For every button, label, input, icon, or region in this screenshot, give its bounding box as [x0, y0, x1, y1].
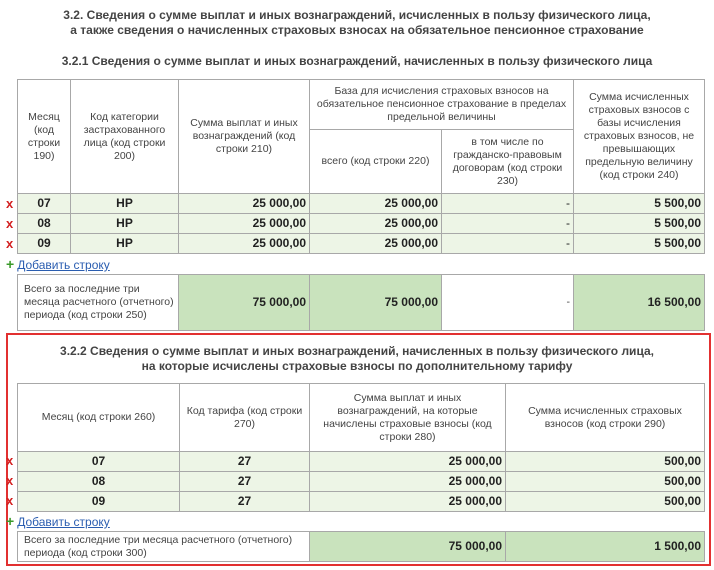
delete-row-icon[interactable]: x	[6, 453, 14, 468]
add-row-322[interactable]	[6, 514, 110, 529]
cell-tariff[interactable]: 27	[180, 492, 310, 512]
cell-sum[interactable]: 25 000,00	[179, 214, 310, 234]
total-label: Всего за последние три месяца расчетного (отчетного) периода (код строки 250)	[18, 275, 179, 331]
header-contrib: Сумма исчисленных страховых взносов с базы исчисления страховых взносов, не превышающих предельную величину (код строки 240)	[574, 80, 705, 194]
table322-title-line1: 3.2.2 Сведения о сумме выплат и иных вознаграждений, начисленных в пользу физического лица,	[60, 344, 654, 358]
table-row	[18, 452, 705, 472]
table-row	[18, 194, 705, 214]
plus-icon: +	[6, 513, 15, 529]
cell-month[interactable]: 09	[18, 234, 71, 254]
header-contrib: Сумма исчисленных страховых взносов (код строки 290)	[506, 384, 705, 452]
cell-contrib[interactable]: 5 500,00	[574, 234, 705, 254]
cell-month[interactable]: 07	[18, 194, 71, 214]
cell-contrib[interactable]: 500,00	[506, 472, 705, 492]
table-322-total	[17, 531, 705, 562]
total-label: Всего за последние три месяца расчетного (отчетного) периода (код строки 300)	[18, 532, 310, 562]
total-sum: 75 000,00	[310, 532, 506, 562]
section-title-line2: а также сведения о начисленных страховых взносах на обязательное пенсионное страхование	[70, 23, 644, 37]
cell-category[interactable]: НР	[71, 214, 179, 234]
header-month: Месяц (код строки 190)	[18, 80, 71, 194]
total-base-total: 75 000,00	[310, 275, 442, 331]
delete-row-icon[interactable]: x	[6, 216, 14, 231]
cell-category[interactable]: НР	[71, 194, 179, 214]
section-title-line1: 3.2. Сведения о сумме выплат и иных вознаграждений, исчисленных в пользу физического лица,	[63, 8, 651, 22]
table-row	[18, 214, 705, 234]
cell-sum[interactable]: 25 000,00	[179, 234, 310, 254]
delete-row-icon[interactable]: x	[6, 236, 14, 251]
cell-sum[interactable]: 25 000,00	[179, 194, 310, 214]
header-base: База для исчисления страховых взносов на обязательное пенсионное страхование в пределах предельной величины	[310, 80, 574, 130]
total-contrib: 1 500,00	[506, 532, 705, 562]
header-base-total: всего (код строки 220)	[310, 130, 442, 194]
table-row	[18, 492, 705, 512]
cell-contrib[interactable]: 500,00	[506, 452, 705, 472]
plus-icon: +	[6, 256, 15, 272]
delete-row-icon[interactable]: x	[6, 473, 14, 488]
header-sum: Сумма выплат и иных вознаграждений (код строки 210)	[179, 80, 310, 194]
header-tariff: Код тарифа (код строки 270)	[180, 384, 310, 452]
total-base-civil: -	[442, 275, 574, 331]
cell-contrib[interactable]: 5 500,00	[574, 214, 705, 234]
table322-title-line2: на которые исчислены страховые взносы по дополнительному тарифу	[141, 359, 573, 373]
cell-tariff[interactable]: 27	[180, 472, 310, 492]
cell-base-civil[interactable]: -	[442, 234, 574, 254]
cell-base-total[interactable]: 25 000,00	[310, 194, 442, 214]
cell-base-civil[interactable]: -	[442, 194, 574, 214]
cell-contrib[interactable]: 500,00	[506, 492, 705, 512]
table-row	[18, 472, 705, 492]
cell-month[interactable]: 08	[18, 214, 71, 234]
cell-month[interactable]: 07	[18, 452, 180, 472]
table-321	[17, 79, 705, 254]
table-row	[18, 234, 705, 254]
cell-contrib[interactable]: 5 500,00	[574, 194, 705, 214]
add-row-link[interactable]: Добавить строку	[17, 258, 110, 272]
delete-row-icon[interactable]: x	[6, 493, 14, 508]
total-sum: 75 000,00	[179, 275, 310, 331]
cell-base-total[interactable]: 25 000,00	[310, 234, 442, 254]
header-sum: Сумма выплат и иных вознаграждений, на которые начислены страховые взносы (код строки 280)	[310, 384, 506, 452]
cell-month[interactable]: 08	[18, 472, 180, 492]
cell-tariff[interactable]: 27	[180, 452, 310, 472]
delete-row-icon[interactable]: x	[6, 196, 14, 211]
cell-sum[interactable]: 25 000,00	[310, 492, 506, 512]
header-category: Код категории застрахованного лица (код строки 200)	[71, 80, 179, 194]
table321-title: 3.2.1 Сведения о сумме выплат и иных вознаграждений, начисленных в пользу физического лица	[61, 54, 653, 68]
cell-month[interactable]: 09	[18, 492, 180, 512]
header-base-civil: в том числе по гражданско-правовым договорам (код строки 230)	[442, 130, 574, 194]
cell-sum[interactable]: 25 000,00	[310, 452, 506, 472]
cell-category[interactable]: НР	[71, 234, 179, 254]
header-month: Месяц (код строки 260)	[18, 384, 180, 452]
table-322	[17, 383, 705, 512]
add-row-321[interactable]	[6, 257, 110, 272]
table-321-total	[17, 274, 705, 331]
cell-sum[interactable]: 25 000,00	[310, 472, 506, 492]
cell-base-total[interactable]: 25 000,00	[310, 214, 442, 234]
add-row-link[interactable]: Добавить строку	[17, 515, 110, 529]
total-contrib: 16 500,00	[574, 275, 705, 331]
cell-base-civil[interactable]: -	[442, 214, 574, 234]
